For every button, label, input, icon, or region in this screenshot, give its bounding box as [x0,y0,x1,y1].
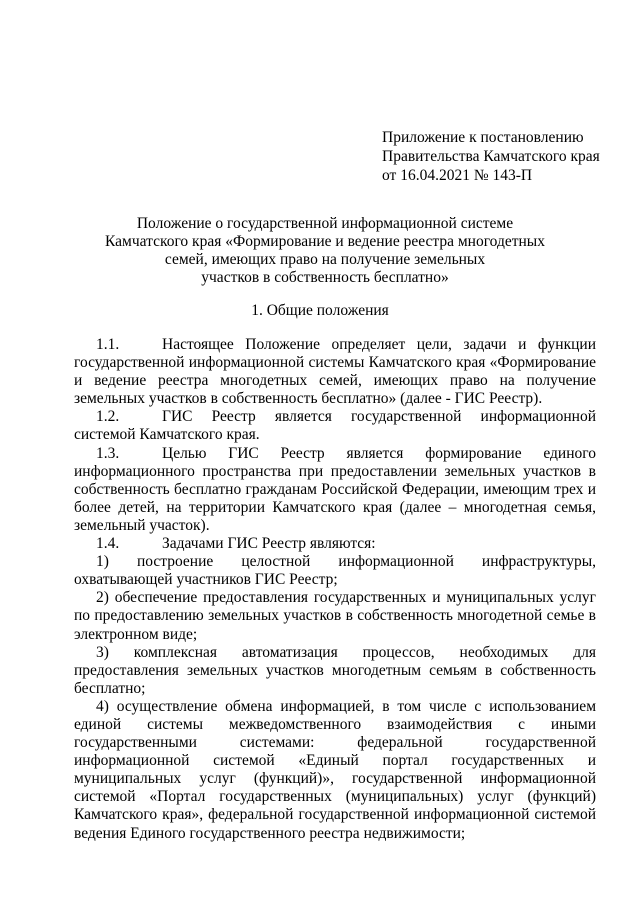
paragraph-number: 1.1. [96,336,120,353]
paragraph-text: Настоящее Положение определяет цели, задачи и функции государственной информационной системы Камчатского края «Формирование и ведение реестра многодетных семей, имеющих право на получение земельных участков в собственность бесплатно» (далее - ГИС Реестр). [74,336,596,408]
approval-line-3: от 16.04.2021 № 143-П [382,167,533,184]
title-line-2: Камчатского края «Формирование и ведение реестра многодетных [105,233,545,250]
title-line-3: семей, имеющих право на получение земельных [164,251,486,268]
paragraph-number: 1.2. [96,408,120,426]
paragraph-text: Задачами ГИС Реестр являются: [162,535,376,553]
list-item-text: 2) обеспечение предоставления государственных и муниципальных услуг по предоставлению земельных участков в собственность многодетной семье в электронном виде; [74,589,596,643]
list-item-2 [74,589,596,643]
paragraph-1-2 [74,408,596,444]
paragraph-number: 1.3. [96,444,120,462]
list-item-3 [74,644,596,698]
paragraph-1-3 [74,445,596,535]
paragraph-1-1 [74,336,596,408]
paragraph-text: Целью ГИС Реестр является формирование единого информационного пространства при предоставлении земельных участков в собственность бесплатно гражданам Российской Федерации, имеющим трех и более детей, на территории Камчатского края (далее – многодетная семья, земельный участок). [74,444,596,534]
title-line-1: Положение о государственной информационной системе [136,215,514,232]
approval-line-2: Правительства Камчатского края [382,148,600,165]
approval-line-1: Приложение к постановлению [382,129,584,146]
list-item-1 [74,553,596,589]
document-body [74,336,596,843]
list-item-text: 1) построение целостной информационной инфраструктуры, охватывающей участников ГИС Реестр; [74,553,596,589]
document-title [60,215,590,287]
paragraph-1-4 [74,535,596,553]
list-item-4 [74,698,596,843]
title-line-4: участков в собственность бесплатно» [201,269,449,286]
list-item-text: 3) комплексная автоматизация процессов, необходимых для предоставления земельных участков многодетным семьям в собственность бесплатно; [74,643,596,697]
list-item-text: 4) осуществление обмена информацией, в том числе с использованием единой системы межведомственного взаимодействия с иными государственными системами: федеральной государственной информационной системой «Единый портал государственных и муниципальных услуг (функций)», государственной информационной системой «Портал государственных (муниципальных) услуг (функций) Камчатского края», федеральной государственной информационной системой ведения Единого государственного реестра недвижимости; [74,697,596,842]
approval-stamp [382,128,622,185]
paragraph-number: 1.4. [96,535,120,553]
section-heading: 1. Общие положения [251,302,389,319]
paragraph-text: ГИС Реестр является государственной информационной системой Камчатского края. [74,408,596,444]
